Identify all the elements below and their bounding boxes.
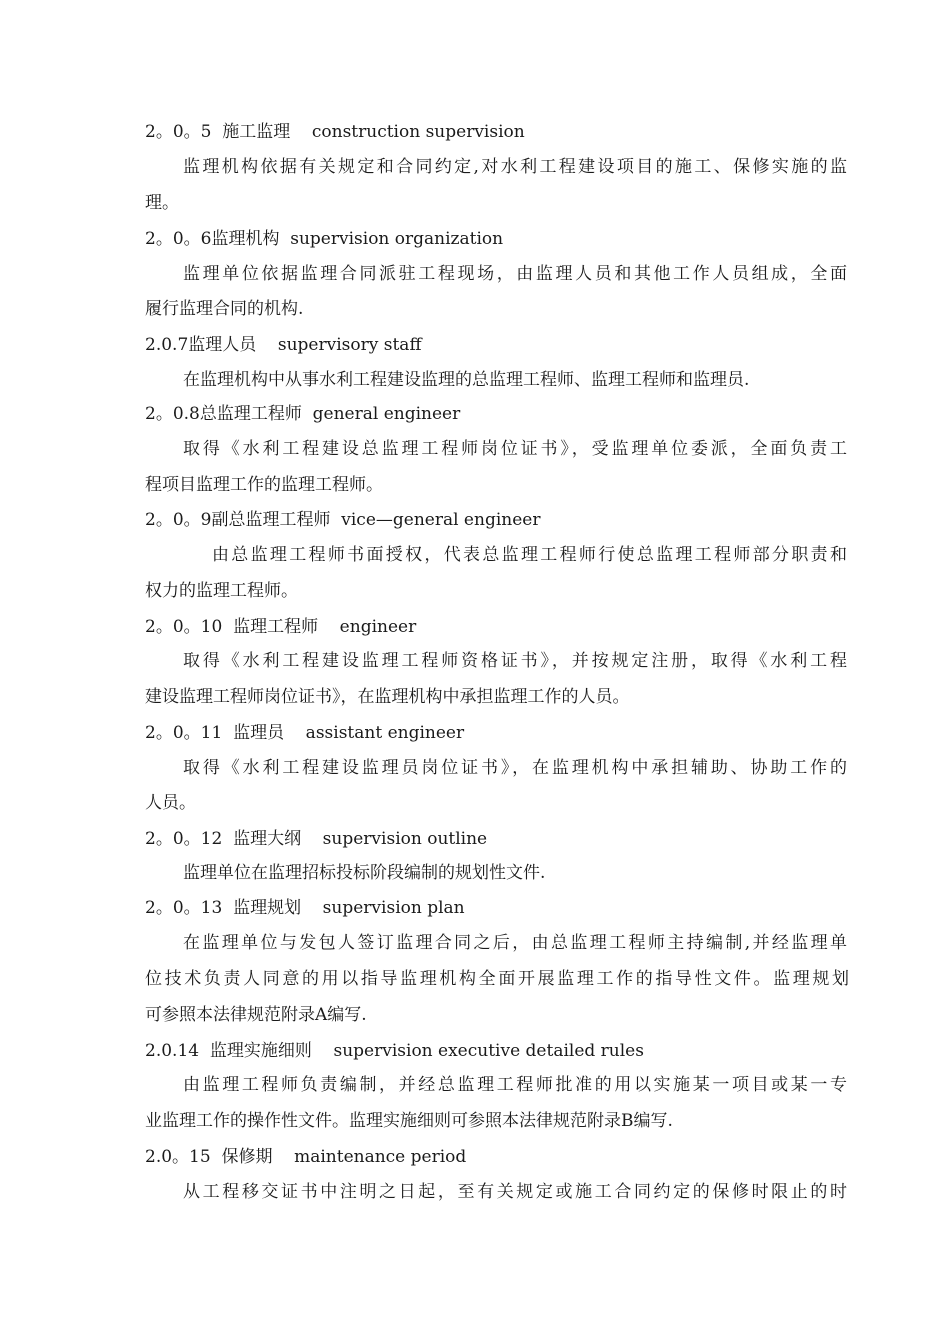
term-heading: 2.0.7监理人员 supervisory staff — [145, 335, 422, 355]
term-heading: 2。0。11 监理员 assistant engineer — [145, 723, 465, 743]
definition-line: 可参照本法律规范附录A编写. — [145, 1005, 367, 1025]
definition-line: 由总监理工程师书面授权，代表总监理工程师行使总监理工程师部分职责和 — [212, 545, 847, 565]
term-heading: 2。0。13 监理规划 supervision plan — [145, 898, 465, 918]
definition-line: 程项目监理工作的监理工程师。 — [145, 475, 383, 495]
term-heading: 2。0。6监理机构 supervision organization — [145, 229, 504, 249]
term-heading: 2.0。15 保修期 maintenance period — [145, 1147, 467, 1167]
definition-line: 监理机构依据有关规定和合同约定,对水利工程建设项目的施工、保修实施的监 — [183, 157, 847, 177]
term-heading: 2。0。9副总监理工程师 vice—general engineer — [145, 510, 541, 530]
definition-line: 在监理单位与发包人签订监理合同之后，由总监理工程师主持编制,并经监理单 — [183, 933, 847, 953]
term-heading: 2。0。10 监理工程师 engineer — [145, 617, 417, 637]
definition-line: 位技术负责人同意的用以指导监理机构全面开展监理工作的指导性文件。监理规划 — [145, 969, 849, 989]
definition-line: 权力的监理工程师。 — [145, 581, 298, 601]
term-heading: 2。0。12 监理大纲 supervision outline — [145, 829, 488, 849]
definition-line: 取得《水利工程建设总监理工程师岗位证书》，受监理单位委派，全面负责工 — [183, 439, 847, 459]
definition-line: 人员。 — [145, 793, 196, 813]
term-heading: 2.0.14 监理实施细则 supervision executive detailed rules — [145, 1041, 644, 1061]
definition-line: 履行监理合同的机构. — [145, 299, 304, 319]
definition-line: 在监理机构中从事水利工程建设监理的总监理工程师、监理工程师和监理员. — [183, 370, 750, 390]
term-heading: 2。0.8总监理工程师 general engineer — [145, 404, 461, 424]
definition-line: 建设监理工程师岗位证书》，在监理机构中承担监理工作的人员。 — [145, 687, 630, 707]
definition-line: 监理单位依据监理合同派驻工程现场，由监理人员和其他工作人员组成，全面 — [183, 264, 847, 284]
definition-line: 理。 — [145, 193, 179, 213]
definition-line: 由监理工程师负责编制，并经总监理工程师批准的用以实施某一项目或某一专 — [183, 1075, 847, 1095]
definition-line: 监理单位在监理招标投标阶段编制的规划性文件. — [183, 863, 546, 883]
definition-line: 取得《水利工程建设监理工程师资格证书》，并按规定注册，取得《水利工程 — [183, 651, 847, 671]
definition-line: 业监理工作的操作性文件。监理实施细则可参照本法律规范附录B编写. — [145, 1111, 673, 1131]
definition-line: 从工程移交证书中注明之日起，至有关规定或施工合同约定的保修时限止的时 — [183, 1182, 847, 1202]
term-heading: 2。0。5 施工监理 construction supervision — [145, 122, 525, 142]
definition-line: 取得《水利工程建设监理员岗位证书》，在监理机构中承担辅助、协助工作的 — [183, 758, 847, 778]
